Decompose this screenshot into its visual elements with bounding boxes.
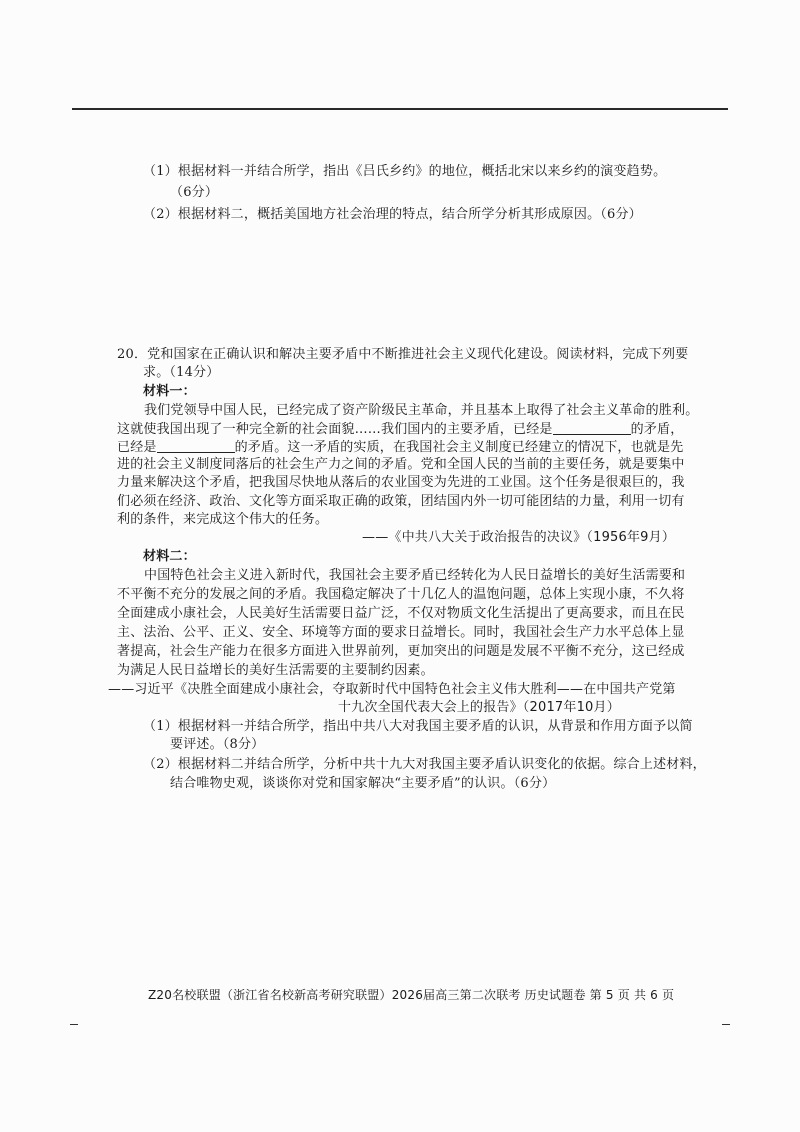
- header-rule: [72, 108, 728, 110]
- material-1-line: [117, 438, 683, 457]
- material-2-source-line2: 十九次全国代表大会上的报告》（2017年10月）: [338, 700, 620, 715]
- material-1-text: 已经是: [117, 440, 157, 455]
- footer-mark-right: [722, 1024, 730, 1025]
- material-1-line: 利的条件，来完成这个伟大的任务。: [117, 512, 329, 527]
- material-1-line: 我们党领导中国人民，已经完成了资产阶级民主革命，并且基本上取得了社会主义革命的胜利。: [144, 403, 699, 418]
- material-1-line: 进的社会主义制度同落后的社会生产力之间的矛盾。党和全国人民的当前的主要任务，就是要集中: [117, 457, 685, 472]
- material-2-line: 为满足人民日益增长的美好生活需要的主要制约因素。: [117, 663, 434, 678]
- material-2-label: 材料二：: [143, 549, 196, 564]
- q19-part1-line1: （1）根据材料一并结合所学，指出《吕氏乡约》的地位，概括北宋以来乡约的演变趋势。: [143, 164, 667, 179]
- material-2-line: 主、法治、公平、正义、安全、环境等方面的要求日益增长。同时，我国社会生产力水平总体上显: [117, 625, 685, 640]
- material-1-line: 们必须在经济、政治、文化等方面采取正确的政策，团结国内外一切可能团结的力量，利用一切有: [117, 494, 685, 509]
- q20-sub2-line1: （2）根据材料二并结合所学，分析中共十九大对我国主要矛盾认识变化的依据。综合上述材料，: [143, 757, 706, 772]
- q19-part2: （2）根据材料二，概括美国地方社会治理的特点，结合所学分析其形成原因。（6分）: [143, 207, 642, 222]
- material-1-text: 这就使我国出现了一种完全新的社会面貌……我们国内的主要矛盾，已经是: [117, 422, 553, 437]
- material-1-text: 的矛盾，: [630, 422, 684, 437]
- material-1-text: 的矛盾。这一矛盾的实质，在我国社会主义制度已经建立的情况下，也就是先: [234, 440, 684, 455]
- material-1-label: 材料一：: [143, 384, 196, 399]
- q20-sub1-line2: 要评述。（8分）: [170, 737, 265, 752]
- material-1-source: ——《中共八大关于政治报告的决议》（1956年9月）: [362, 530, 676, 545]
- fill-in-blank-1: [553, 420, 631, 435]
- material-2-line: 全面建成小康社会，人民美好生活需要日益广泛，不仅对物质文化生活提出了更高要求，而且在民: [117, 606, 685, 621]
- q20-sub1-line1: （1）根据材料一并结合所学，指出中共八大对我国主要矛盾的认识，从背景和作用方面予以简: [143, 719, 693, 734]
- material-2-line: 中国特色社会主义进入新时代，我国社会主要矛盾已经转化为人民日益增长的美好生活需要和: [144, 568, 686, 583]
- material-2-line: 著提高，社会生产能力在很多方面进入世界前列，更加突出的问题是发展不平衡不充分，这已经成: [117, 644, 685, 659]
- material-1-line: 力量来解决这个矛盾，把我国尽快地从落后的农业国变为先进的工业国。这个任务是很艰巨的，我: [117, 475, 685, 490]
- material-1-line: [117, 420, 683, 439]
- q20-stem-line1: 20．党和国家在正确认识和解决主要矛盾中不断推进社会主义现代化建设。阅读材料，完成下列要: [117, 347, 689, 362]
- material-2-line: 不平衡不充分的发展之间的矛盾。我国稳定解决了十几亿人的温饱问题，总体上实现小康，不久将: [117, 587, 685, 602]
- fill-in-blank-2: [157, 438, 235, 453]
- footer-mark-left: [70, 1024, 78, 1025]
- material-2-source-line1: ——习近平《决胜全面建成小康社会，夺取新时代中国特色社会主义伟大胜利——在中国共产党第: [108, 682, 676, 697]
- q19-part1-line2: （6分）: [170, 185, 219, 200]
- q20-stem-line2: 求。（14分）: [143, 365, 220, 380]
- page-footer: Z20名校联盟（浙江省名校新高考研究联盟）2026届高三第二次联考 历史试题卷 第 5 页 共 6 页: [148, 988, 675, 1002]
- q20-sub2-line2: 结合唯物史观，谈谈你对党和国家解决“主要矛盾”的认识。（6分）: [170, 776, 556, 791]
